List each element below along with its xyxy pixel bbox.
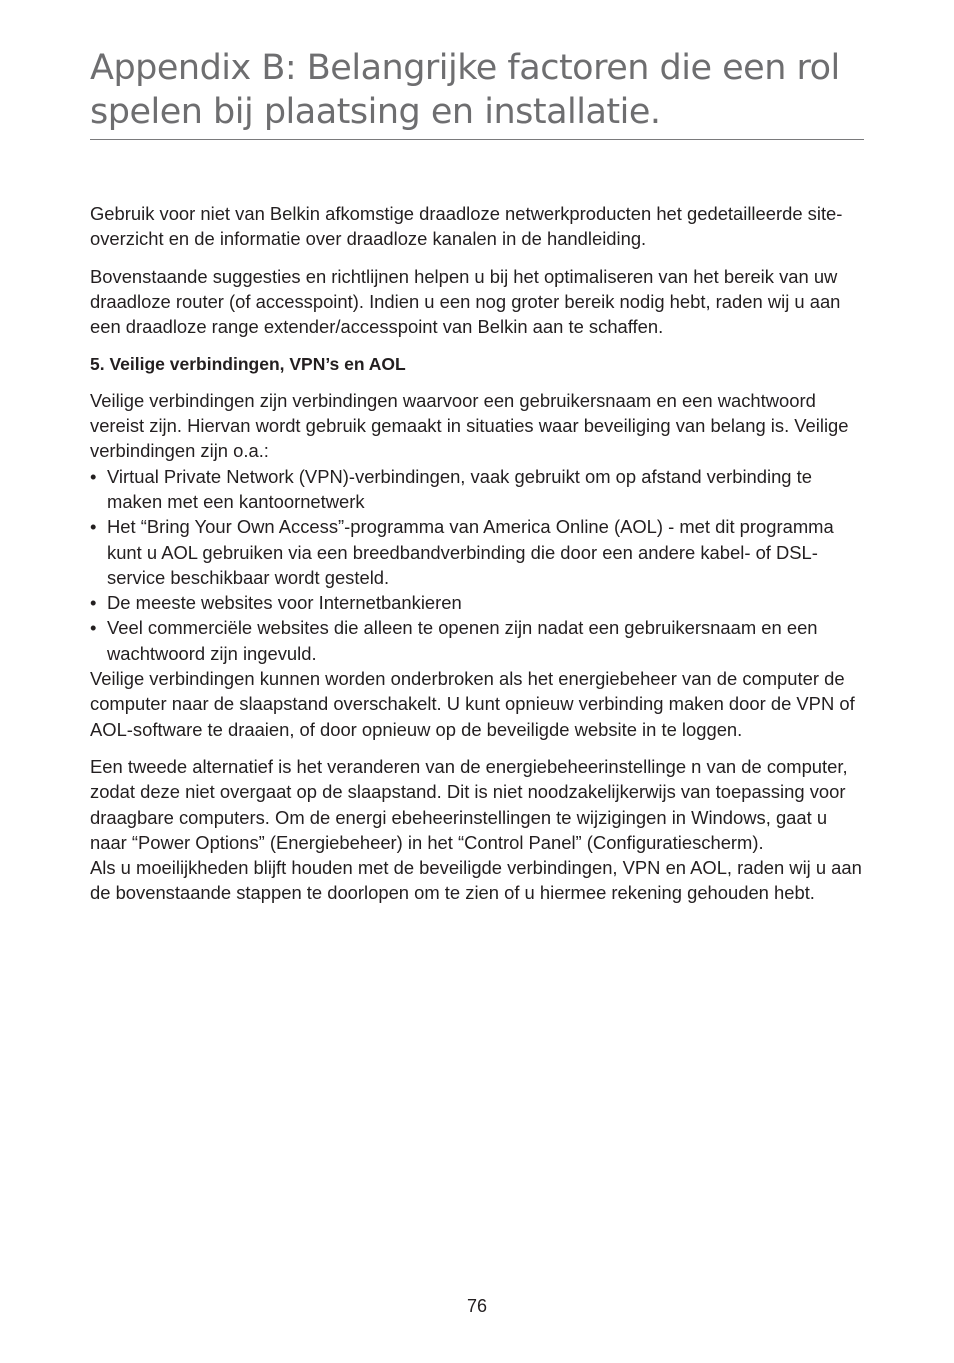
list-item: • Virtual Private Network (VPN)-verbindingen, vaak gebruikt om op afstand verbinding te maken met een kantoornetwerk: [90, 464, 866, 515]
page-number: 76: [466, 1296, 488, 1316]
intro-paragraph-1: Gebruik voor niet van Belkin afkomstige draadloze netwerkproducten het gedetailleerde site-overzicht en de informatie over draadloze kanalen in de handleiding.: [90, 203, 843, 250]
page-content: [90, 201, 866, 906]
list-item: • De meeste websites voor Internetbankieren: [90, 590, 866, 615]
closing-paragraph: Als u moeilijkheden blijft houden met de beveiligde verbindingen, VPN en AOL, raden wij u aan de bovenstaande stappen te doorlopen om te zien of u hiermee rekening gehouden hebt.: [90, 857, 862, 904]
page-title: Appendix B: Belangrijke factoren die een rol spelen bij plaatsing en installatie.: [90, 48, 840, 132]
list-item: • Veel commerciële websites die alleen te openen zijn nadat een gebruikersnaam en een wachtwoord zijn ingevuld.: [90, 615, 866, 666]
secure-connections-list: [90, 464, 866, 666]
intro-paragraph-2: Bovenstaande suggesties en richtlijnen helpen u bij het optimaliseren van het bereik van uw draadloze router (of accesspoint). Indien u een nog groter bereik nodig hebt, raden wij u aan een draadloze range extender/accesspoint van Belkin aan te schaffen.: [90, 265, 841, 338]
title-divider: [90, 139, 864, 140]
list-item: • Het “Bring Your Own Access”-programma van America Online (AOL) - met dit programma kunt u AOL gebruiken via een breedbandverbinding die door een andere kabel- of DSL-service beschikbaar wordt gesteld.: [90, 514, 866, 590]
section-heading: 5. Veilige verbindingen, VPN’s en AOL: [90, 354, 406, 375]
section-intro: Veilige verbindingen zijn verbindingen waarvoor een gebruikersnaam en een wachtwoord vereist zijn. Hiervan wordt gebruik gemaakt in situaties waar beveiliging van belang is. Veilige verbindingen zijn o.a.:: [90, 389, 849, 462]
after-bullets-paragraph: Veilige verbindingen kunnen worden onderbroken als het energiebeheer van de computer de computer naar de slaapstand overschakelt. U kunt opnieuw verbinding maken door de VPN of AOL-software te draaien, of door opnieuw op de beveiligde website in te loggen.: [90, 668, 855, 740]
alternative-paragraph: Een tweede alternatief is het veranderen van de energiebeheerinstellinge n van de computer, zodat deze niet overgaat op de slaapstand. Dit is niet noodzakelijkerwijs van toepassing voor draagbare computers. Om de energi ebeheerinstellingen te wijzigingen in Windows, gaat u naar “Power Options” (Energiebeheer) in het “Control Panel” (Configuratiescherm).: [90, 755, 848, 853]
